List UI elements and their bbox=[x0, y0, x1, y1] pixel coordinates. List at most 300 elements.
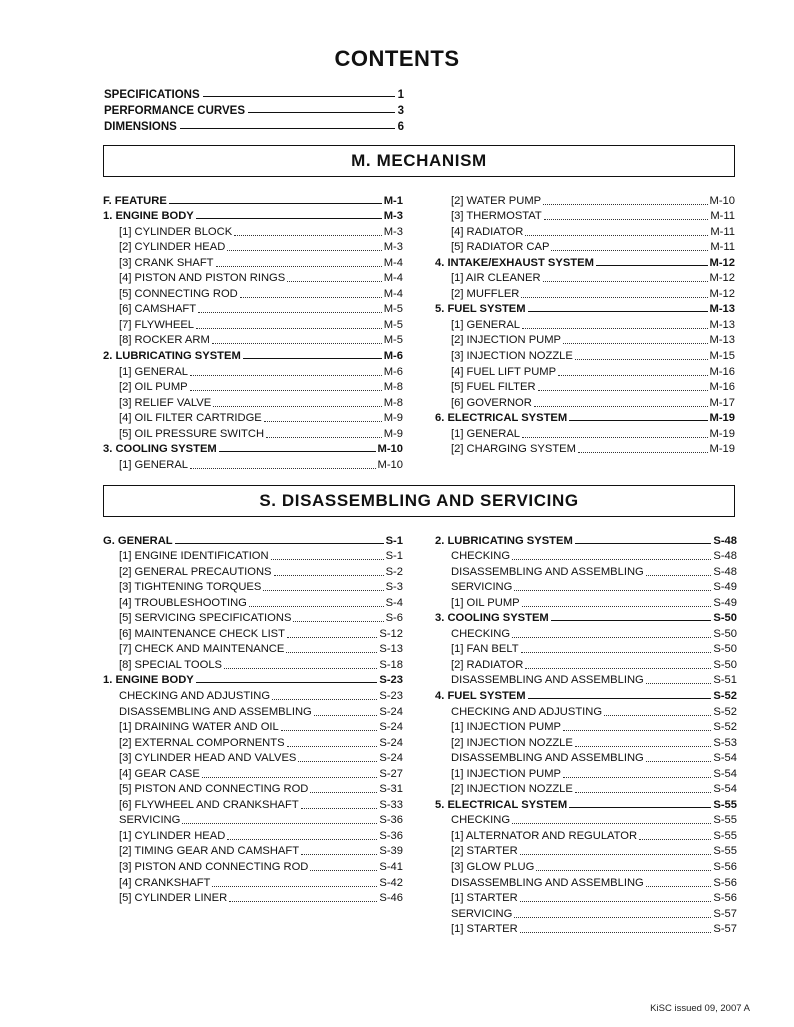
entry-label: DISASSEMBLING AND ASSEMBLING bbox=[451, 876, 644, 889]
toc-entry[interactable] bbox=[435, 563, 737, 579]
entry-page: M-6 bbox=[383, 350, 403, 363]
toc-entry[interactable] bbox=[435, 812, 737, 828]
entry-page: S-52 bbox=[713, 690, 737, 703]
leader-line bbox=[512, 823, 711, 824]
leader-line bbox=[169, 203, 382, 204]
entry-label: [2] INJECTION PUMP bbox=[451, 334, 562, 347]
entry-label: [6] MAINTENANCE CHECK LIST bbox=[119, 627, 285, 640]
entry-label: [2] INJECTION NOZZLE bbox=[451, 783, 573, 796]
leader-line bbox=[514, 917, 711, 918]
toc-entry[interactable] bbox=[103, 734, 403, 750]
entry-page: S-56 bbox=[713, 892, 737, 905]
entry-page: S-49 bbox=[713, 596, 737, 609]
entry-label: [3] INJECTION NOZZLE bbox=[451, 350, 573, 363]
entry-label: 5. FUEL SYSTEM bbox=[435, 303, 526, 316]
entry-page: S-33 bbox=[379, 798, 403, 811]
entry-label: [5] CONNECTING ROD bbox=[119, 287, 238, 300]
toc-entry[interactable] bbox=[103, 192, 403, 208]
toc-entry[interactable] bbox=[435, 301, 735, 317]
leader-line bbox=[249, 606, 384, 607]
entry-label: [5] CYLINDER LINER bbox=[119, 892, 228, 905]
toc-entry[interactable] bbox=[435, 316, 735, 332]
toc-entry[interactable] bbox=[103, 239, 403, 255]
toc-entry[interactable] bbox=[103, 579, 403, 595]
leader-line bbox=[512, 559, 711, 560]
entry-page: S-23 bbox=[379, 674, 403, 687]
toc-entry[interactable] bbox=[435, 827, 737, 843]
entry-page: M-8 bbox=[383, 381, 403, 394]
entry-label: G. GENERAL bbox=[103, 534, 173, 547]
toc-entry[interactable] bbox=[435, 579, 737, 595]
leader-line bbox=[563, 343, 707, 344]
toc-entry[interactable] bbox=[435, 363, 735, 379]
entry-page: S-55 bbox=[713, 845, 737, 858]
entry-page: S-36 bbox=[379, 814, 403, 827]
entry-label: [7] CHECK AND MAINTENANCE bbox=[119, 643, 285, 656]
entry-page: S-50 bbox=[713, 627, 737, 640]
toc-entry-specifications[interactable] bbox=[104, 87, 404, 103]
leader-line bbox=[227, 250, 381, 251]
leader-line bbox=[286, 652, 377, 653]
toc-entry[interactable] bbox=[435, 750, 737, 766]
toc-entry[interactable] bbox=[103, 687, 403, 703]
entry-page: S-23 bbox=[379, 690, 403, 703]
leader-line bbox=[234, 235, 382, 236]
toc-entry[interactable] bbox=[435, 843, 737, 859]
entry-label: [6] GOVERNOR bbox=[451, 396, 532, 409]
entry-page: S-50 bbox=[713, 612, 737, 625]
entry-page: S-48 bbox=[713, 550, 737, 563]
toc-entry[interactable] bbox=[103, 610, 403, 626]
entry-label: [8] ROCKER ARM bbox=[119, 334, 210, 347]
toc-entry[interactable] bbox=[435, 734, 737, 750]
entry-page: S-57 bbox=[713, 923, 737, 936]
leader-line bbox=[569, 807, 711, 808]
leader-line bbox=[604, 715, 711, 716]
toc-entry[interactable] bbox=[103, 254, 403, 270]
issue-footer: KiSC issued 09, 2007 A bbox=[650, 1003, 750, 1014]
entry-page: M-1 bbox=[383, 194, 403, 207]
entry-page: M-4 bbox=[383, 272, 403, 285]
leader-line bbox=[522, 328, 707, 329]
entry-label: [3] TIGHTENING TORQUES bbox=[119, 581, 262, 594]
entry-label: [1] AIR CLEANER bbox=[451, 272, 541, 285]
entry-page: M-19 bbox=[709, 412, 735, 425]
entry-label: [5] RADIATOR CAP bbox=[451, 241, 550, 254]
toc-entry[interactable] bbox=[103, 270, 403, 286]
entry-page: S-27 bbox=[379, 767, 403, 780]
section-heading-mechanism: M. MECHANISM bbox=[103, 145, 735, 177]
leader-line bbox=[521, 652, 712, 653]
entry-page: S-56 bbox=[713, 861, 737, 874]
entry-page: M-16 bbox=[709, 365, 735, 378]
leader-line bbox=[520, 901, 712, 902]
leader-line bbox=[271, 559, 384, 560]
entry-page: S-49 bbox=[713, 581, 737, 594]
leader-line bbox=[298, 761, 377, 762]
entry-label: [4] GEAR CASE bbox=[119, 767, 200, 780]
entry-label: SERVICING bbox=[451, 907, 513, 920]
entry-page: S-24 bbox=[379, 721, 403, 734]
leader-line bbox=[216, 266, 382, 267]
entry-label: 5. ELECTRICAL SYSTEM bbox=[435, 798, 568, 811]
page-title: CONTENTS bbox=[334, 46, 460, 71]
toc-entry[interactable] bbox=[435, 719, 737, 735]
toc-entry[interactable] bbox=[103, 456, 403, 472]
toc-entry[interactable] bbox=[435, 796, 737, 812]
entry-page: M-10 bbox=[709, 194, 735, 207]
entry-label: [6] FLYWHEEL AND CRANKSHAFT bbox=[119, 798, 299, 811]
leader-line bbox=[520, 854, 712, 855]
entry-page: S-52 bbox=[713, 721, 737, 734]
entry-page: M-9 bbox=[383, 427, 403, 440]
toc-entry[interactable] bbox=[435, 765, 737, 781]
entry-label: [1] STARTER bbox=[451, 923, 518, 936]
entry-label: 6. ELECTRICAL SYSTEM bbox=[435, 412, 568, 425]
toc-entry[interactable] bbox=[435, 641, 737, 657]
toc-entry[interactable] bbox=[435, 223, 735, 239]
toc-entry[interactable] bbox=[435, 332, 735, 348]
entry-page: M-3 bbox=[383, 225, 403, 238]
entry-label: [1] ALTERNATOR AND REGULATOR bbox=[451, 829, 638, 842]
entry-label: PERFORMANCE CURVES bbox=[104, 105, 245, 117]
toc-entry[interactable] bbox=[103, 781, 403, 797]
entry-label: [1] ENGINE IDENTIFICATION bbox=[119, 550, 269, 563]
leader-line bbox=[198, 312, 382, 313]
entry-label: [1] GENERAL bbox=[119, 458, 189, 471]
entry-page: M-19 bbox=[709, 427, 735, 440]
leader-line bbox=[575, 746, 712, 747]
entry-label: [2] EXTERNAL COMPORNENTS bbox=[119, 736, 285, 749]
toc-entry[interactable] bbox=[103, 347, 403, 363]
leader-line bbox=[525, 235, 708, 236]
entry-label: [1] GENERAL bbox=[451, 427, 521, 440]
leader-line bbox=[528, 698, 712, 699]
toc-entry[interactable] bbox=[435, 858, 737, 874]
toc-entry[interactable] bbox=[435, 703, 737, 719]
toc-entry[interactable] bbox=[103, 425, 403, 441]
toc-entry[interactable] bbox=[435, 192, 735, 208]
entry-label: [4] RADIATOR bbox=[451, 225, 524, 238]
toc-entry[interactable] bbox=[103, 594, 403, 610]
toc-entry[interactable] bbox=[435, 347, 735, 363]
entry-page: M-13 bbox=[709, 334, 735, 347]
entry-page: M-13 bbox=[709, 318, 735, 331]
entry-page: S-50 bbox=[713, 643, 737, 656]
entry-label: [2] INJECTION NOZZLE bbox=[451, 736, 573, 749]
toc-entry[interactable] bbox=[103, 672, 403, 688]
entry-page: S-18 bbox=[379, 658, 403, 671]
entry-page: S-53 bbox=[713, 736, 737, 749]
entry-label: [1] DRAINING WATER AND OIL bbox=[119, 721, 279, 734]
toc-entry[interactable] bbox=[435, 425, 735, 441]
toc-entry[interactable] bbox=[103, 223, 403, 239]
toc-entry-dimensions[interactable] bbox=[104, 119, 404, 135]
entry-label: 1. ENGINE BODY bbox=[103, 210, 194, 223]
entry-page: S-12 bbox=[379, 627, 403, 640]
toc-entry[interactable] bbox=[103, 750, 403, 766]
toc-entry[interactable] bbox=[103, 858, 403, 874]
leader-line bbox=[646, 761, 712, 762]
entry-label: [4] TROUBLESHOOTING bbox=[119, 596, 247, 609]
entry-label: [1] OIL PUMP bbox=[451, 596, 520, 609]
leader-line bbox=[180, 128, 395, 129]
entry-label: DISASSEMBLING AND ASSEMBLING bbox=[451, 752, 644, 765]
entry-label: DISASSEMBLING AND ASSEMBLING bbox=[451, 674, 644, 687]
top-entries bbox=[104, 87, 404, 135]
toc-entry[interactable] bbox=[103, 563, 403, 579]
leader-line bbox=[528, 311, 708, 312]
entry-page: M-11 bbox=[710, 225, 735, 238]
leader-line bbox=[224, 668, 377, 669]
entry-label: 3. COOLING SYSTEM bbox=[103, 443, 217, 456]
toc-entry[interactable] bbox=[103, 827, 403, 843]
entry-label: [1] FAN BELT bbox=[451, 643, 519, 656]
leader-line bbox=[243, 358, 382, 359]
entry-label: [3] PISTON AND CONNECTING ROD bbox=[119, 861, 309, 874]
leader-line bbox=[538, 390, 708, 391]
entry-page: S-42 bbox=[379, 876, 403, 889]
leader-line bbox=[522, 606, 712, 607]
toc-entry[interactable] bbox=[435, 656, 737, 672]
entry-label: CHECKING AND ADJUSTING bbox=[451, 705, 603, 718]
leader-line bbox=[196, 218, 382, 219]
entry-label: CHECKING bbox=[451, 627, 511, 640]
leader-line bbox=[521, 297, 707, 298]
toc-entry[interactable] bbox=[103, 843, 403, 859]
entry-label: DIMENSIONS bbox=[104, 121, 177, 133]
entry-label: SERVICING bbox=[119, 814, 181, 827]
toc-entry[interactable] bbox=[103, 625, 403, 641]
toc-entry[interactable] bbox=[435, 781, 737, 797]
toc-entry[interactable] bbox=[103, 890, 403, 906]
entry-label: [5] OIL PRESSURE SWITCH bbox=[119, 427, 265, 440]
leader-line bbox=[287, 746, 378, 747]
entry-label: 1. ENGINE BODY bbox=[103, 674, 194, 687]
entry-page: M-11 bbox=[710, 210, 735, 223]
leader-line bbox=[544, 219, 709, 220]
toc-entry[interactable] bbox=[435, 208, 735, 224]
toc-entry[interactable] bbox=[103, 441, 403, 457]
entry-page: S-48 bbox=[713, 534, 737, 547]
leader-line bbox=[264, 421, 382, 422]
toc-entry[interactable] bbox=[435, 921, 737, 937]
toc-entry[interactable] bbox=[103, 641, 403, 657]
entry-page: S-55 bbox=[713, 798, 737, 811]
toc-entry[interactable] bbox=[435, 270, 735, 286]
mechanism-left-column bbox=[103, 192, 403, 472]
toc-entry[interactable] bbox=[103, 410, 403, 426]
entry-page: M-5 bbox=[383, 318, 403, 331]
entry-page: M-5 bbox=[383, 303, 403, 316]
leader-line bbox=[558, 375, 707, 376]
entry-label: SPECIFICATIONS bbox=[104, 89, 200, 101]
entry-label: [2] OIL PUMP bbox=[119, 381, 188, 394]
entry-page: S-46 bbox=[379, 892, 403, 905]
entry-page: M-9 bbox=[383, 412, 403, 425]
leader-line bbox=[182, 823, 377, 824]
entry-label: [1] GENERAL bbox=[451, 318, 521, 331]
entry-label: [1] STARTER bbox=[451, 892, 518, 905]
entry-page: M-3 bbox=[383, 241, 403, 254]
entry-label: DISASSEMBLING AND ASSEMBLING bbox=[451, 565, 644, 578]
leader-line bbox=[212, 343, 382, 344]
section-heading-servicing: S. DISASSEMBLING AND SERVICING bbox=[103, 485, 735, 517]
toc-entry[interactable] bbox=[435, 410, 735, 426]
toc-entry[interactable] bbox=[435, 625, 737, 641]
entry-label: SERVICING bbox=[451, 581, 513, 594]
entry-label: F. FEATURE bbox=[103, 194, 167, 207]
leader-line bbox=[227, 839, 377, 840]
entry-page: M-12 bbox=[709, 256, 735, 269]
entry-page: S-57 bbox=[713, 907, 737, 920]
toc-entry[interactable] bbox=[103, 765, 403, 781]
toc-entry[interactable] bbox=[103, 812, 403, 828]
entry-page: M-17 bbox=[709, 396, 735, 409]
entry-page: M-12 bbox=[709, 287, 735, 300]
leader-line bbox=[229, 901, 377, 902]
entry-label: CHECKING bbox=[451, 814, 511, 827]
toc-entry[interactable] bbox=[435, 548, 737, 564]
servicing-left-column bbox=[103, 532, 403, 905]
leader-line bbox=[212, 886, 377, 887]
toc-entry[interactable] bbox=[103, 656, 403, 672]
entry-page: S-24 bbox=[379, 752, 403, 765]
toc-entry[interactable] bbox=[103, 285, 403, 301]
entry-label: [2] RADIATOR bbox=[451, 658, 524, 671]
entry-page: S-54 bbox=[713, 752, 737, 765]
entry-page: S-48 bbox=[713, 565, 737, 578]
leader-line bbox=[240, 297, 382, 298]
leader-line bbox=[646, 575, 712, 576]
entry-page: M-13 bbox=[709, 303, 735, 316]
toc-entry[interactable] bbox=[435, 394, 735, 410]
entry-page: M-5 bbox=[383, 334, 403, 347]
leader-line bbox=[522, 437, 707, 438]
entry-page: 1 bbox=[397, 89, 404, 101]
entry-label: [4] FUEL LIFT PUMP bbox=[451, 365, 557, 378]
toc-entry[interactable] bbox=[435, 874, 737, 890]
entry-label: [2] CYLINDER HEAD bbox=[119, 241, 226, 254]
toc-entry[interactable] bbox=[103, 208, 403, 224]
entry-label: [5] FUEL FILTER bbox=[451, 381, 536, 394]
entry-page: S-1 bbox=[385, 550, 403, 563]
entry-page: S-50 bbox=[713, 658, 737, 671]
leader-line bbox=[551, 620, 712, 621]
entry-label: [3] CYLINDER HEAD AND VALVES bbox=[119, 752, 297, 765]
leader-line bbox=[563, 777, 711, 778]
leader-line bbox=[514, 590, 711, 591]
toc-entry[interactable] bbox=[103, 719, 403, 735]
entry-page: 6 bbox=[397, 121, 404, 133]
leader-line bbox=[639, 839, 711, 840]
leader-line bbox=[575, 792, 712, 793]
entry-label: [1] GENERAL bbox=[119, 365, 189, 378]
entry-label: [3] GLOW PLUG bbox=[451, 861, 535, 874]
toc-entry[interactable] bbox=[103, 548, 403, 564]
leader-line bbox=[543, 281, 708, 282]
toc-entry[interactable] bbox=[435, 890, 737, 906]
entry-page: S-1 bbox=[385, 534, 403, 547]
toc-entry[interactable] bbox=[103, 532, 403, 548]
toc-entry[interactable] bbox=[435, 610, 737, 626]
leader-line bbox=[190, 390, 382, 391]
entry-page: S-55 bbox=[713, 829, 737, 842]
toc-entry[interactable] bbox=[103, 316, 403, 332]
entry-page: M-4 bbox=[383, 256, 403, 269]
servicing-right-column bbox=[435, 532, 737, 936]
toc-entry[interactable] bbox=[103, 874, 403, 890]
leader-line bbox=[248, 112, 395, 113]
leader-line bbox=[551, 250, 708, 251]
leader-line bbox=[196, 682, 378, 683]
leader-line bbox=[287, 637, 377, 638]
toc-entry[interactable] bbox=[103, 301, 403, 317]
entry-label: DISASSEMBLING AND ASSEMBLING bbox=[119, 705, 312, 718]
toc-entry[interactable] bbox=[435, 379, 735, 395]
entry-label: 4. INTAKE/EXHAUST SYSTEM bbox=[435, 256, 594, 269]
entry-page: S-52 bbox=[713, 705, 737, 718]
toc-entry[interactable] bbox=[435, 687, 737, 703]
toc-entry[interactable] bbox=[435, 532, 737, 548]
entry-label: [4] OIL FILTER CARTRIDGE bbox=[119, 412, 262, 425]
toc-entry[interactable] bbox=[103, 379, 403, 395]
toc-entry[interactable] bbox=[103, 703, 403, 719]
entry-label: [3] THERMOSTAT bbox=[451, 210, 542, 223]
toc-entry[interactable] bbox=[103, 332, 403, 348]
entry-page: M-10 bbox=[377, 458, 403, 471]
leader-line bbox=[543, 204, 707, 205]
toc-entry[interactable] bbox=[103, 796, 403, 812]
toc-entry-performance-curves[interactable] bbox=[104, 103, 404, 119]
entry-label: 4. FUEL SYSTEM bbox=[435, 690, 526, 703]
entry-page: M-15 bbox=[709, 350, 735, 363]
entry-page: S-51 bbox=[713, 674, 737, 687]
entry-label: [2] TIMING GEAR AND CAMSHAFT bbox=[119, 845, 300, 858]
toc-entry[interactable] bbox=[435, 672, 737, 688]
toc-entry[interactable] bbox=[435, 254, 735, 270]
entry-label: [4] CRANKSHAFT bbox=[119, 876, 211, 889]
entry-label: [5] PISTON AND CONNECTING ROD bbox=[119, 783, 309, 796]
entry-page: M-10 bbox=[377, 443, 403, 456]
toc-entry[interactable] bbox=[435, 441, 735, 457]
leader-line bbox=[578, 452, 708, 453]
toc-entry[interactable] bbox=[435, 905, 737, 921]
leader-line bbox=[512, 637, 711, 638]
entry-page: M-8 bbox=[383, 396, 403, 409]
entry-page: S-54 bbox=[713, 783, 737, 796]
entry-label: [1] CYLINDER BLOCK bbox=[119, 225, 233, 238]
leader-line bbox=[293, 621, 383, 622]
entry-label: [1] INJECTION PUMP bbox=[451, 721, 562, 734]
entry-page: S-6 bbox=[385, 612, 403, 625]
entry-label: CHECKING AND ADJUSTING bbox=[119, 690, 271, 703]
entry-label: [5] SERVICING SPECIFICATIONS bbox=[119, 612, 292, 625]
toc-entry[interactable] bbox=[103, 394, 403, 410]
entry-page: S-3 bbox=[385, 581, 403, 594]
leader-line bbox=[596, 265, 708, 266]
leader-line bbox=[263, 590, 383, 591]
entry-label: [3] RELIEF VALVE bbox=[119, 396, 212, 409]
toc-entry[interactable] bbox=[435, 285, 735, 301]
leader-line bbox=[646, 683, 712, 684]
leader-line bbox=[202, 777, 378, 778]
toc-entry[interactable] bbox=[435, 594, 737, 610]
toc-entry[interactable] bbox=[435, 239, 735, 255]
entry-label: 2. LUBRICATING SYSTEM bbox=[435, 534, 573, 547]
toc-entry[interactable] bbox=[103, 363, 403, 379]
leader-line bbox=[281, 730, 378, 731]
